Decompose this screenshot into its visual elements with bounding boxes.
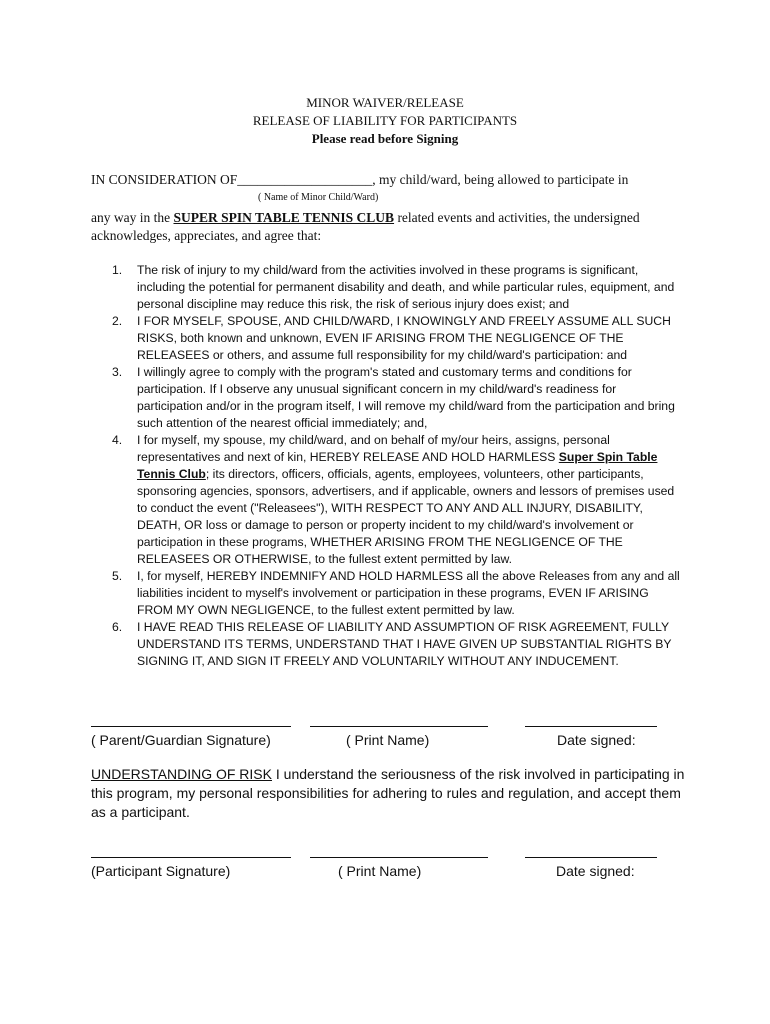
clause-number: 5. — [112, 569, 123, 583]
clause-text: I FOR MYSELF, SPOUSE, AND CHILD/WARD, I KNOWINGLY AND FREELY ASSUME ALL SUCH RISKS, both known and unknown, EVEN IF ARISING FROM THE NEGLIGENCE OF THE RELEASEES or others, and assume full responsibility for my child/ward's participation: and — [137, 314, 671, 362]
participant-signature-label: (Participant Signature) — [91, 863, 231, 879]
title-minor-waiver: MINOR WAIVER/RELEASE — [306, 95, 464, 110]
clause-number: 4. — [112, 433, 123, 447]
understanding-text: I understand the seriousness of the risk involved in participating in this program, my personal responsibilities for adhering to rules and regulation, and accept them as a participant. — [91, 766, 685, 820]
clause-item — [112, 313, 682, 364]
clause-text: I for myself, my spouse, my child/ward, and on behalf of my/our heirs, assigns, personal representatives and next of kin, HEREBY RELEASE AND HOLD HARMLESS — [137, 433, 610, 464]
clause-item — [112, 364, 682, 432]
minor-name-hint: ( Name of Minor Child/Ward) — [258, 192, 379, 203]
clause-item — [112, 432, 682, 568]
clause-number: 6. — [112, 620, 123, 634]
title-release-of-liability: RELEASE OF LIABILITY FOR PARTICIPANTS — [252, 113, 518, 128]
guardian-print-name-label: ( Print Name) — [346, 732, 430, 748]
clause-number: 2. — [112, 314, 123, 328]
read-before-signing: Please read before Signing — [311, 131, 459, 146]
guardian-print-name-line[interactable] — [310, 712, 488, 727]
intro-prefix: any way in the — [91, 210, 174, 225]
guardian-date-label: Date signed: — [557, 732, 636, 748]
club-name: SUPER SPIN TABLE TENNIS CLUB — [173, 210, 395, 225]
participant-print-name-line[interactable] — [310, 843, 488, 858]
participant-date-label: Date signed: — [556, 863, 635, 879]
guardian-signature-row — [91, 712, 691, 752]
understanding-heading: UNDERSTANDING OF RISK — [91, 766, 272, 782]
guardian-signature-line[interactable] — [91, 712, 291, 727]
guardian-date-line[interactable] — [525, 712, 657, 727]
clause-item — [112, 619, 682, 670]
consideration-prefix: IN CONSIDERATION OF — [91, 172, 238, 187]
clause-text: The risk of injury to my child/ward from the activities involved in these programs is significant, including the potential for permanent disability and death, and while particular rules, equipment, and personal discipline may reduce this risk, the risk of serious injury does exist; and — [137, 263, 675, 311]
clause-text: I, for myself, HEREBY INDEMNIFY AND HOLD HARMLESS all the above Releases from any and all liabilities incident to myself's involvement or participation in these programs, EVEN IF ARISING FROM MY OWN NEGLIGENCE, to the fullest extent permitted by law. — [137, 569, 680, 617]
document-header — [0, 94, 770, 148]
participant-signature-line[interactable] — [91, 843, 291, 858]
consideration-suffix: , my child/ward, being allowed to participate in — [372, 172, 629, 187]
participant-signature-row — [91, 843, 691, 883]
understanding-paragraph — [91, 765, 691, 822]
club-name-inline: Super Spin Table Tennis Club — [137, 450, 658, 481]
clause-text: ; its directors, officers, officials, agents, employees, volunteers, other participants, sponsoring agencies, sponsors, advertisers, and if applicable, owners and lessors of premises used to conduct the event ("Releasees"), WITH RESPECT TO ANY AND ALL INJURY, DISABILITY, DEATH, OR loss or damage to person or property incident to my child/ward's involvement or participation in these programs, WHETHER ARISING FROM THE NEGLIGENCE OF THE RELEASEES OR OTHERWISE, to the fullest extent permitted by law. — [137, 467, 675, 566]
waiver-clauses — [112, 262, 682, 670]
clause-text: I willingly agree to comply with the program's stated and customary terms and conditions for participation. If I observe any unusual significant concern in my child/ward's readiness for participation and/or in the program itself, I will remove my child/ward from the participation and bring such attention of the nearest official immediately; and, — [137, 365, 675, 430]
clause-item — [112, 262, 682, 313]
clause-item — [112, 568, 682, 619]
participant-print-name-label: ( Print Name) — [338, 863, 422, 879]
consideration-line — [91, 171, 691, 189]
intro-suffix: related events and activities, the undersigned acknowledges, appreciates, and agree that: — [91, 210, 640, 243]
guardian-signature-label: ( Parent/Guardian Signature) — [91, 732, 271, 748]
clause-number: 1. — [112, 263, 123, 277]
minor-name-blank[interactable]: ____________________ — [237, 172, 373, 187]
clause-number: 3. — [112, 365, 123, 379]
participant-date-line[interactable] — [525, 843, 657, 858]
intro-paragraph — [91, 209, 691, 245]
clause-text: I HAVE READ THIS RELEASE OF LIABILITY AND ASSUMPTION OF RISK AGREEMENT, FULLY UNDERSTAND ITS TERMS, UNDERSTAND THAT I HAVE GIVEN UP SUBSTANTIAL RIGHTS BY SIGNING IT, AND SIGN IT FREELY AND VOLUNTARILY WITHOUT ANY INDUCEMENT. — [137, 620, 672, 668]
